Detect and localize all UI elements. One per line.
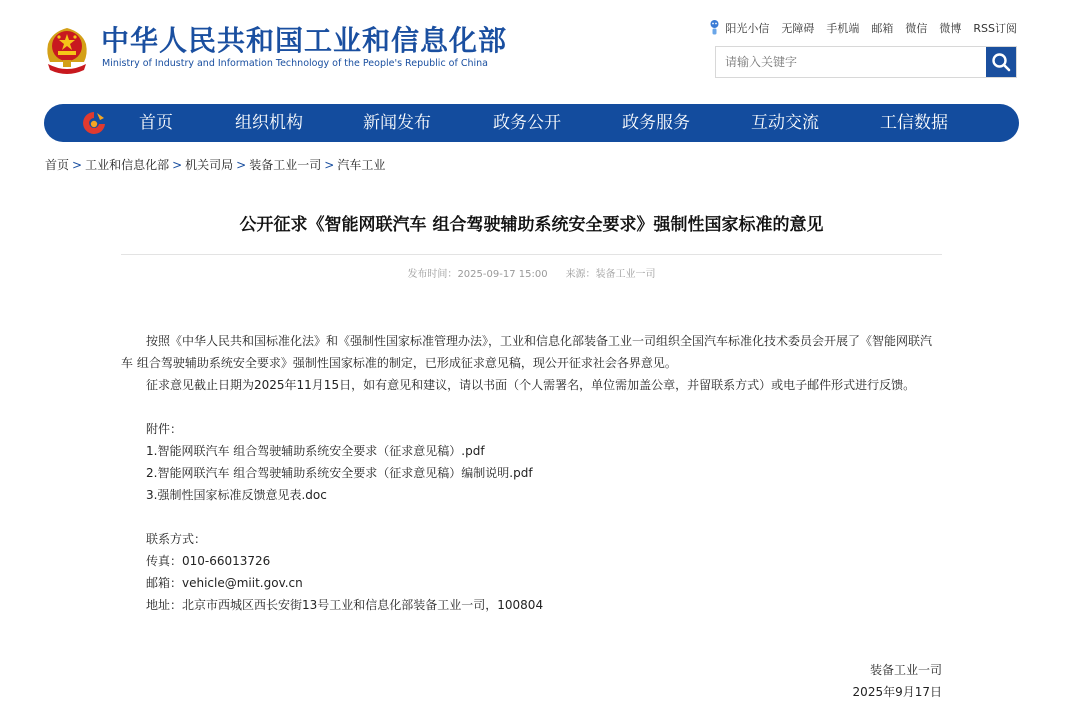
- nav-item-services[interactable]: 政务服务: [622, 113, 690, 133]
- breadcrumb-separator: >: [236, 158, 247, 172]
- nav-item-interaction[interactable]: 互动交流: [751, 113, 819, 133]
- contact-label: 联系方式：: [146, 532, 207, 546]
- search-box: [715, 46, 1017, 78]
- nav-item-news[interactable]: 新闻发布: [363, 113, 431, 133]
- top-link-wechat[interactable]: 微信: [905, 21, 928, 35]
- search-button[interactable]: [986, 47, 1016, 77]
- contact-email: 邮箱：vehicle@miit.gov.cn: [146, 576, 303, 590]
- breadcrumb-link-home[interactable]: 首页: [45, 158, 70, 172]
- attachment-link-3[interactable]: 3.强制性国家标准反馈意见表.doc: [146, 488, 327, 502]
- breadcrumb: [45, 157, 385, 173]
- top-link-label: 阳光小信: [725, 21, 770, 35]
- top-link-mailbox[interactable]: 邮箱: [871, 21, 894, 35]
- site-subtitle-english: Ministry of Industry and Information Technology of the People's Republic of China: [102, 58, 488, 69]
- search-input[interactable]: [716, 47, 986, 77]
- title-divider: [121, 254, 942, 255]
- publish-time: 2025-09-17 15:00: [457, 269, 548, 280]
- top-link-rss[interactable]: RSS订阅: [973, 21, 1017, 35]
- search-icon: [991, 52, 1011, 72]
- top-link-accessibility[interactable]: 无障碍: [781, 21, 815, 35]
- contact-address: 地址：北京市西城区西长安街13号工业和信息化部装备工业一司，100804: [146, 598, 544, 612]
- signature-date: 2025年9月17日: [852, 685, 942, 699]
- national-emblem-icon: [44, 24, 90, 74]
- site-title[interactable]: 中华人民共和国工业和信息化部: [101, 24, 508, 57]
- source-label: 来源：: [565, 269, 596, 280]
- attachment-link-1[interactable]: 1.智能网联汽车 组合驾驶辅助系统安全要求（征求意见稿）.pdf: [146, 444, 485, 458]
- signature-organization: 装备工业一司: [869, 663, 942, 677]
- top-link-assistant[interactable]: [708, 19, 769, 36]
- ministry-logo-icon: [82, 110, 106, 136]
- nav-item-home[interactable]: 首页: [139, 113, 173, 133]
- assistant-robot-icon: [708, 19, 721, 36]
- top-link-mobile[interactable]: 手机端: [826, 21, 860, 35]
- article-paragraph-1: 按照《中华人民共和国标准化法》和《强制性国家标准管理办法》，工业和信息化部装备工业一司组织全国汽车标准化技术委员会开展了《智能网联汽车 组合驾驶辅助系统安全要求》强制性国家标准的制定，已形成征求意见稿，现公开征求社会各界意见。: [121, 334, 933, 370]
- breadcrumb-link-departments[interactable]: 机关司局: [185, 158, 234, 172]
- source: 装备工业一司: [595, 269, 656, 280]
- top-link-weibo[interactable]: 微博: [939, 21, 962, 35]
- main-nav: [44, 104, 1019, 142]
- breadcrumb-separator: >: [324, 158, 335, 172]
- contact-fax: 传真：010-66013726: [146, 554, 271, 568]
- breadcrumb-link-equipment-dept[interactable]: 装备工业一司: [249, 158, 322, 172]
- attachment-link-2[interactable]: 2.智能网联汽车 组合驾驶辅助系统安全要求（征求意见稿）编制说明.pdf: [146, 466, 533, 480]
- top-utility-links: [708, 19, 1017, 36]
- article-title: 公开征求《智能网联汽车 组合驾驶辅助系统安全要求》强制性国家标准的意见: [239, 215, 824, 235]
- publish-time-label: 发布时间：: [407, 269, 458, 280]
- breadcrumb-separator: >: [172, 158, 183, 172]
- breadcrumb-link-ministry[interactable]: 工业和信息化部: [85, 158, 170, 172]
- nav-item-government-affairs[interactable]: 政务公开: [493, 113, 561, 133]
- breadcrumb-separator: >: [72, 158, 83, 172]
- breadcrumb-link-automotive[interactable]: 汽车工业: [337, 158, 386, 172]
- nav-item-organization[interactable]: 组织机构: [235, 113, 303, 133]
- article-meta: [121, 268, 942, 282]
- article-paragraph-2: 征求意见截止日期为2025年11月15日，如有意见和建议，请以书面（个人需署名，单位需加盖公章，并留联系方式）或电子邮件形式进行反馈。: [146, 378, 916, 392]
- nav-item-data[interactable]: 工信数据: [880, 113, 948, 133]
- attachments-label: 附件：: [146, 422, 183, 436]
